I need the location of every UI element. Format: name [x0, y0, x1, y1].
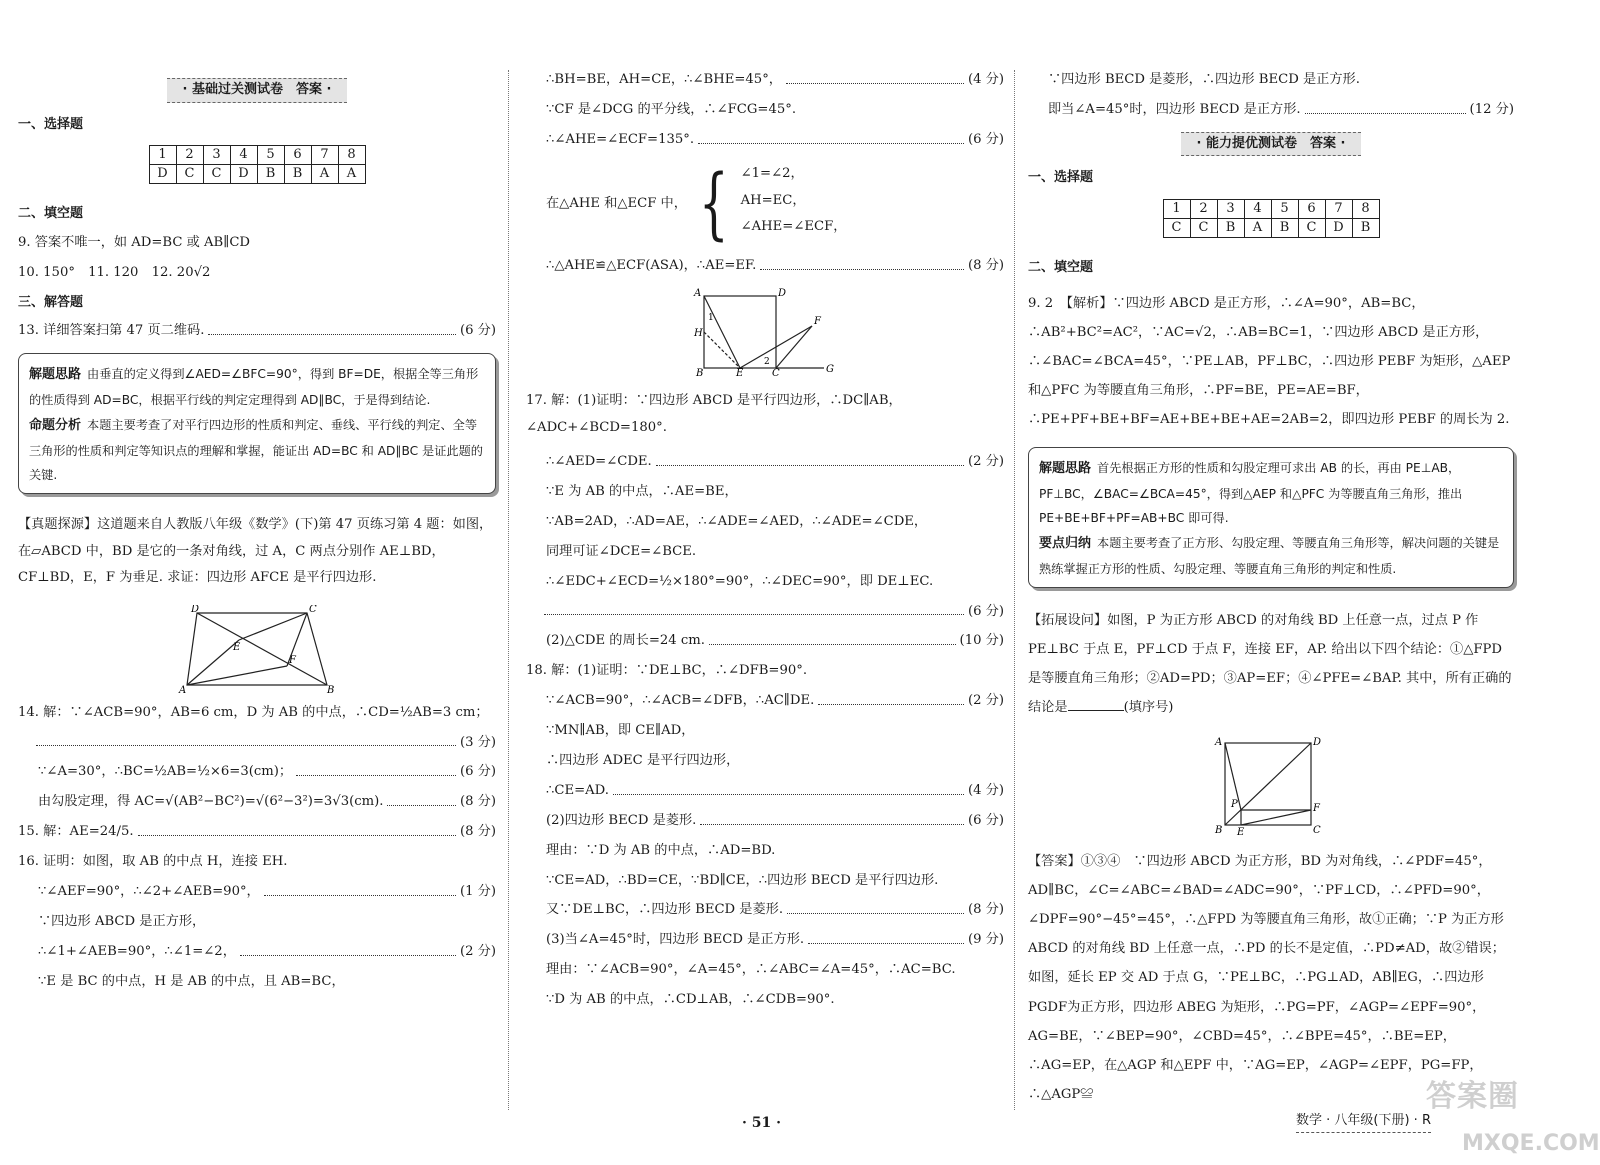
answer-q15 [18, 824, 496, 841]
answer-text: ∵∠ACB=90°，∴∠ACB=∠DFB，∴AC∥DE. [546, 693, 815, 709]
source-note: 【真题探源】这道题来自人教版八年级《数学》(下)第 47 页练习第 4 题：如图，在▱ABCD 中，BD 是它的一条对角线，过 A，C 两点分别作 AE⊥BD，CF⊥BD，E，F 为垂足. 求证：四边形 AFCE 是平行四边形. [18, 517, 493, 586]
table-cell: 1 [149, 146, 176, 165]
answer-q16-d [18, 944, 496, 961]
answer-q14-b [18, 764, 496, 781]
answer-q18-n [1028, 102, 1514, 119]
table-cell: 5 [1271, 200, 1298, 219]
extension-question [1028, 606, 1514, 722]
table-cell: C [1163, 219, 1190, 238]
heading-fill: 二、填空题 [1028, 260, 1094, 276]
section-banner-advanced: · 能力提优测试卷 答案 · [1181, 132, 1362, 157]
answer-q17-f-score [526, 604, 1004, 621]
figure-label: B [696, 368, 704, 377]
column-left [18, 72, 496, 1004]
score: (1 分) [459, 883, 496, 899]
score: (2 分) [967, 693, 1004, 709]
watermark-logo: 答案圈 [1426, 1079, 1519, 1114]
answer-table-answers [1163, 219, 1379, 238]
table-cell: C [203, 165, 230, 184]
answer-q18-c: ∵MN∥AB，即 CE∥AD， [546, 723, 695, 739]
answer-q16-i [526, 258, 1004, 275]
box-text: 由垂直的定义得到∠AED=∠BFC=90°，得到 BF=DE，根据全等三角形的性质得到 AD=BC，根据平行线的判定定理得到 AD∥BC，于是得到结论. [29, 367, 479, 408]
answer-q16-f [526, 72, 1004, 89]
box-title: 要点归纳 [1039, 535, 1092, 551]
table-cell: B [284, 165, 311, 184]
figure-label: A [179, 684, 187, 693]
answer-table-numbers [1163, 200, 1379, 219]
table-cell: B [257, 165, 284, 184]
condition-item: ∠1=∠2， [740, 165, 804, 181]
table-cell: A [1244, 219, 1271, 238]
score: (6 分) [967, 812, 1004, 828]
answer-text: (2)四边形 BECD 是菱形. [546, 812, 697, 828]
figure-label: B [327, 684, 335, 693]
table-cell: 2 [1190, 200, 1217, 219]
answer-text: 由勾股定理，得 AC=√(AB²−BC²)=√(6²−3²)=3√3(cm). [38, 794, 384, 810]
heading-fill: 二、填空题 [18, 206, 84, 222]
score: (2 分) [459, 943, 496, 959]
answer-q18-m: ∵四边形 BECD 是菱形，∴四边形 BECD 是正方形. [1048, 72, 1360, 87]
score: (2 分) [967, 454, 1004, 470]
table-cell: A [338, 165, 365, 184]
answer-q16-g: ∵CF 是∠DCG 的平分线，∴∠FCG=45°. [546, 101, 797, 117]
score: (10 分) [959, 633, 1004, 649]
section-banner-basic: · 基础过关测试卷 答案 · [167, 78, 348, 103]
page-number: · 51 · [742, 1115, 781, 1131]
watermark-url: MXQE.COM [1462, 1131, 1600, 1156]
analysis-box-basic [18, 353, 496, 494]
answer-q9-advanced: 9. 2 【解析】∵四边形 ABCD 是正方形，∴∠A=90°，AB=BC，∴AB²+BC²=AC²，∵AC=√2，∴AB=BC=1，∵四边形 ABCD 是正方形，∴∠BAC=∠BCA=45°，∵PE⊥AB，PF⊥BC，∴四边形 PEBF 为矩形，△AEP 和△PFC 为等腰直角三角形，∴PF=BE，PE=AE=BF，∴PE+PF+BE+BF=AE+BE+BE+AE=2AB=2，即四边形 PEBF 的周长为 2. [1028, 295, 1515, 427]
answer-text: ∴∠AHE=∠ECF=135°. [546, 131, 695, 147]
table-cell: 7 [311, 146, 338, 165]
box-title: 解题思路 [1039, 460, 1092, 476]
table-cell: D [1325, 219, 1352, 238]
figure-square [690, 288, 840, 376]
table-cell: 6 [284, 146, 311, 165]
answer-blank[interactable] [1068, 710, 1124, 711]
figure-square-diagonal [1211, 735, 1331, 835]
answer-q18-g: 理由：∵D 为 AB 的中点，∴AD=BD. [546, 842, 776, 858]
score: (6 分) [967, 131, 1004, 147]
answer-q10-12: 10. 150° 11. 120 12. 20√2 [18, 264, 211, 280]
box-text: 首先根据正方形的性质和勾股定理可求出 AB 的长，再由 PE⊥AB，PF⊥BC，∠BAC=∠BCA=45°，得到△AEP 和△PFC 为等腰直角三角形，推出 PE+BE+BF+PF=AB+BC 即可得. [1039, 460, 1463, 526]
answer-text: ∴BH=BE，AH=CE，∴∠BHE=45°， [546, 72, 782, 87]
answer-q18-f [526, 813, 1004, 830]
answer-q14-c [18, 794, 496, 811]
score: (12 分) [1469, 101, 1514, 117]
answer-q14-a-score [18, 735, 496, 752]
table-cell: C [176, 165, 203, 184]
condition-item: ∠AHE=∠ECF， [740, 219, 847, 235]
congruence-conditions [526, 159, 1004, 249]
figure-label: E [233, 641, 241, 653]
answer-q18-j [526, 932, 1004, 949]
answer-text: (3)当∠A=45°时，四边形 BECD 是正方形. [546, 932, 805, 948]
answer-text: 即当∠A=45°时，四边形 BECD 是正方形. [1048, 101, 1301, 117]
table-cell: 3 [203, 146, 230, 165]
extension-answer: 【答案】①③④ ∵四边形 ABCD 为正方形，BD 为对角线，∴∠PDF=45°，AD∥BC，∠C=∠ABC=∠BAD=∠ADC=90°，∵PF⊥CD，∴∠PFD=90°，∠DPF=90°−45°=45°，∴△FPD 为等腰直角三角形，故①正确；∵P 为正方形 ABCD 的对角线 BD 上任意一点，∴PD 的长不是定值，∴PD≠AD，故②错误；如图，延长 EP 交 AD 于点 G，∵PE⊥BC，∴PG⊥AD，AB∥EG，∴四边形 PGDF为正方形，四边形 ABEG 为矩形，∴PG=PF，∠AGP=∠EPF=90°，AG=BE，∵∠BEP=90°，∠CBD=45°，∴∠BPE=45°，∴BE=EP，∴AG=EP，在△AGP 和△EPF 中，∵AG=EP，∠AGP=∠EPF，PG=FP，∴△AGP≌ [1028, 854, 1509, 1102]
score: (6 分) [967, 603, 1004, 619]
answer-table-answers [149, 165, 365, 184]
heading-solve: 三、解答题 [18, 294, 84, 310]
figure-label: G [826, 364, 834, 376]
table-cell: 7 [1325, 200, 1352, 219]
answer-table-numbers [149, 146, 365, 165]
extension-hint: (填序号) [1123, 700, 1174, 716]
figure-label: B [1215, 825, 1223, 836]
table-cell: B [1352, 219, 1379, 238]
answer-q17-a: 17. 解：(1)证明：∵四边形 ABCD 是平行四边形，∴DC∥AB，∠ADC+∠BCD=180°. [526, 393, 902, 435]
table-cell: D [230, 165, 257, 184]
figure-label: F [1313, 803, 1320, 815]
answer-q18-a: 18. 解：(1)证明：∵DE⊥BC，∴∠DFB=90°. [526, 663, 808, 679]
answer-text: ∵∠A=30°，∴BC=½AB=½×6=3(cm)； [38, 764, 293, 780]
figure-label: C [309, 604, 317, 615]
score: (8 分) [967, 258, 1004, 274]
answer-text: ∴CE=AD. [546, 782, 609, 798]
table-cell: 8 [338, 146, 365, 165]
answer-text: 13. 详细答案扫第 47 页二维码. [18, 323, 205, 339]
score: (3 分) [459, 734, 496, 750]
heading-choice: 一、选择题 [1028, 170, 1094, 186]
answer-table-advanced [1163, 199, 1380, 238]
answer-table-basic [149, 145, 366, 184]
figure-label: P [1231, 799, 1238, 811]
extension-text: 【拓展设问】如图，P 为正方形 ABCD 的对角线 BD 上任意一点，过点 P 作 PE⊥BC 于点 E，PF⊥CD 于点 F，连接 EF，AP. 给出以下四个结论：①△FPD 是等腰直角三角形；②AD=PD；③AP=EF；④∠PFE=∠BAP. 其中，所有正确的结论是 [1028, 613, 1512, 716]
figure-label: E [736, 368, 744, 377]
answer-q18-l: ∵D 为 AB 的中点，∴CD⊥AB，∴∠CDB=90°. [546, 992, 835, 1008]
box-title: 解题思路 [29, 367, 82, 383]
answer-q13 [18, 323, 496, 340]
answer-q17-g [526, 633, 1004, 650]
answer-text: ∴△AHE≌△ECF(ASA)，∴AE=EF. [546, 258, 757, 274]
answer-q17-f: ∴∠EDC+∠ECD=½×180°=90°，∴∠DEC=90°，即 DE⊥EC. [546, 573, 934, 589]
table-cell: A [311, 165, 338, 184]
answer-q14-a: 14. 解：∵∠ACB=90°，AB=6 cm，D 为 AB 的中点，∴CD=½AB=3 cm； [18, 704, 489, 720]
figure-label: E [1237, 827, 1245, 836]
answer-q17-c: ∵E 为 AB 的中点，∴AE=BE， [546, 483, 738, 499]
answer-q9: 9. 答案不唯一，如 AD=BC 或 AB∥CD [18, 234, 250, 250]
table-cell: C [1190, 219, 1217, 238]
table-cell: D [149, 165, 176, 184]
answer-q16-h [526, 132, 1004, 149]
box-title: 命题分析 [29, 417, 82, 433]
table-cell: 3 [1217, 200, 1244, 219]
table-cell: B [1217, 219, 1244, 238]
answer-text: (2)△CDE 的周长=24 cm. [546, 633, 705, 649]
answer-q16-b [18, 884, 496, 901]
figure-parallelogram [177, 605, 337, 693]
table-cell: C [1298, 219, 1325, 238]
table-cell: 6 [1298, 200, 1325, 219]
figure-label: 2 [764, 357, 770, 368]
figure-label: F [289, 654, 296, 666]
table-cell: 5 [257, 146, 284, 165]
table-cell: 4 [230, 146, 257, 165]
answer-q18-k: 理由：∵∠ACB=90°，∠A=45°，∴∠ABC=∠A=45°，∴AC=BC. [546, 962, 956, 978]
brace-label: 在△AHE 和△ECF 中， [546, 195, 687, 211]
figure-label: C [1313, 825, 1321, 836]
answer-text: ∴∠1+∠AEB=90°，∴∠1=∠2， [38, 943, 236, 959]
answer-text: 15. 解：AE=24/5. [18, 824, 134, 840]
table-cell: 2 [176, 146, 203, 165]
column-divider-1 [508, 70, 509, 1110]
answer-q17-d: ∵AB=2AD，∴AD=AE，∴∠ADE=∠AED，∴∠ADE=∠CDE， [546, 513, 928, 529]
figure-label: D [191, 604, 200, 615]
answer-q18-e [526, 783, 1004, 800]
answer-text: ∴∠AED=∠CDE. [546, 454, 652, 470]
table-cell: 4 [1244, 200, 1271, 219]
box-text: 本题主要考查了正方形、勾股定理、等腰直角三角形等，解决问题的关键是熟练掌握正方形的性质、勾股定理、等腰直角三角形的判定和性质. [1039, 535, 1500, 576]
book-label: 数学 · 八年级(下册) · R [1296, 1113, 1431, 1133]
box-text: 本题主要考查了对平行四边形的性质和判定、垂线、平行线的判定、全等三角形的性质和判定等知识点的理解和掌握，能证出 AD=BC 和 AD∥BC 是证此题的关键. [29, 417, 483, 482]
figure-label: D [778, 288, 787, 300]
column-divider-2 [1014, 70, 1015, 1110]
answer-q18-b [526, 693, 1004, 710]
score: (8 分) [967, 902, 1004, 918]
answer-q18-i [526, 902, 1004, 919]
figure-label: H [694, 328, 703, 340]
answer-text: 又∵DE⊥BC，∴四边形 BECD 是菱形. [546, 902, 784, 918]
figure-label: A [1215, 737, 1223, 749]
answer-q17-b [526, 454, 1004, 471]
answer-q16-e: ∵E 是 BC 的中点，H 是 AB 的中点，且 AB=BC， [38, 973, 345, 989]
figure-label: F [814, 316, 821, 328]
score: (8 分) [459, 824, 496, 840]
figure-label: A [694, 288, 702, 300]
score: (4 分) [967, 72, 1004, 87]
answer-q17-e: 同理可证∠DCE=∠BCE. [546, 543, 697, 559]
column-right [1028, 72, 1514, 1122]
answer-text: ∵∠AEF=90°，∴∠2+∠AEB=90°， [38, 883, 260, 899]
table-cell: 1 [1163, 200, 1190, 219]
brace-icon: { [698, 159, 729, 249]
figure-label: D [1313, 737, 1322, 749]
table-cell: 8 [1352, 200, 1379, 219]
score: (6 分) [459, 323, 496, 339]
score: (9 分) [967, 932, 1004, 948]
score: (6 分) [459, 764, 496, 780]
answer-q16-c: ∵四边形 ABCD 是正方形， [38, 913, 206, 929]
figure-label: C [772, 368, 780, 377]
analysis-box-advanced [1028, 447, 1514, 588]
condition-item: AH=EC， [740, 192, 806, 208]
table-cell: B [1271, 219, 1298, 238]
score: (8 分) [459, 794, 496, 810]
score: (4 分) [967, 782, 1004, 798]
column-middle [526, 72, 1004, 1022]
heading-choice: 一、选择题 [18, 116, 84, 132]
answer-q18-d: ∴四边形 ADEC 是平行四边形， [546, 752, 740, 768]
answer-q16-a: 16. 证明：如图，取 AB 的中点 H，连接 EH. [18, 854, 288, 870]
answer-q18-h: ∵CE=AD，∴BD=CE，∵BD∥CE，∴四边形 BECD 是平行四边形. [546, 872, 939, 888]
figure-label: 1 [708, 313, 714, 324]
